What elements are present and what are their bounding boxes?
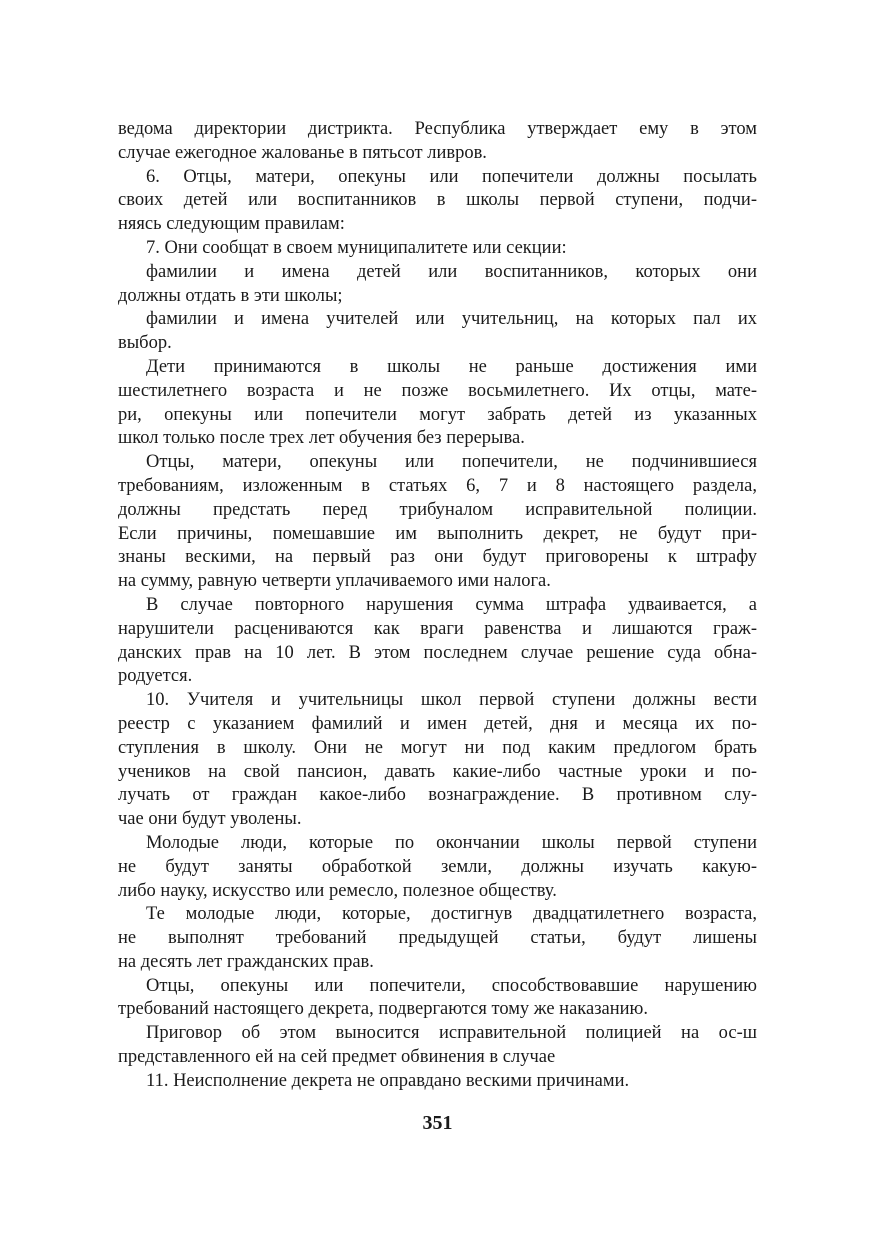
text-line: учеников на свой пансион, давать какие-либо частные уроки и по- bbox=[118, 761, 757, 782]
text-line: няясь следующим правилам: bbox=[118, 214, 345, 235]
text-line: Отцы, матери, опекуны или попечители, не подчинившиеся bbox=[146, 452, 757, 473]
text-line: Молодые люди, которые по окончании школы первой ступени bbox=[146, 832, 757, 853]
text-line: случае ежегодное жалованье в пятьсот ливров. bbox=[118, 142, 487, 163]
text-line: ступления в школу. Они не могут ни под каким предлогом брать bbox=[118, 737, 757, 758]
text-line: 11. Неисполнение декрета не оправдано вескими причинами. bbox=[146, 1070, 630, 1091]
text-line: данских прав на 10 лет. В этом последнем случае решение суда обна- bbox=[118, 642, 757, 663]
text-line: должны отдать в эти школы; bbox=[118, 285, 343, 306]
text-line: фамилии и имена учителей или учительниц, на которых пал их bbox=[146, 309, 757, 330]
page-number: 351 bbox=[422, 1112, 453, 1134]
text-line: требованиям, изложенным в статьях 6, 7 и 8 настоящего раздела, bbox=[118, 475, 757, 496]
text-line: лучать от граждан какое-либо вознаграждение. В противном слу- bbox=[118, 785, 757, 806]
text-line: шестилетнего возраста и не позже восьмилетнего. Их отцы, мате- bbox=[118, 380, 757, 401]
text-line: Те молодые люди, которые, достигнув двадцатилетнего возраста, bbox=[146, 904, 757, 925]
page-body bbox=[118, 118, 757, 1094]
text-line: Дети принимаются в школы не раньше достижения ими bbox=[146, 356, 757, 377]
text-line: нарушители расцениваются как враги равенства и лишаются граж- bbox=[118, 618, 757, 639]
text-line: чае они будут уволены. bbox=[118, 809, 302, 830]
text-line: В случае повторного нарушения сумма штрафа удваивается, а bbox=[146, 594, 757, 615]
text-line: Если причины, помешавшие им выполнить декрет, не будут при- bbox=[118, 523, 757, 544]
text-line: Отцы, опекуны или попечители, способствовавшие нарушению bbox=[146, 975, 757, 996]
text-line: требований настоящего декрета, подвергаются тому же наказанию. bbox=[118, 999, 648, 1020]
text-line: знаны вескими, на первый раз они будут приговорены к штрафу bbox=[118, 547, 757, 568]
text-line: не будут заняты обработкой земли, должны изучать какую- bbox=[118, 856, 757, 877]
text-line: родуется. bbox=[118, 666, 193, 687]
text-line: 7. Они сообщат в своем муниципалитете или секции: bbox=[146, 237, 567, 258]
text-line: школ только после трех лет обучения без перерыва. bbox=[118, 428, 525, 449]
text-line: своих детей или воспитанников в школы первой ступени, подчи- bbox=[118, 190, 757, 211]
text-line: представленного ей на сей предмет обвинения в случае bbox=[118, 1047, 556, 1068]
text-line: не выполнят требований предыдущей статьи, будут лишены bbox=[118, 928, 757, 949]
text-line: 6. Отцы, матери, опекуны или попечители должны посылать bbox=[146, 166, 757, 187]
text-line: ри, опекуны или попечители могут забрать детей из указанных bbox=[118, 404, 757, 425]
text-line: либо науку, искусство или ремесло, полезное обществу. bbox=[118, 880, 557, 901]
text-line: реестр с указанием фамилий и имен детей, дня и месяца их по- bbox=[118, 713, 757, 734]
text-line: выбор. bbox=[118, 333, 172, 354]
text-line: должны предстать перед трибуналом исправительной полиции. bbox=[118, 499, 757, 520]
text-line: фамилии и имена детей или воспитанников, которых они bbox=[146, 261, 757, 282]
text-line: 10. Учителя и учительницы школ первой ступени должны вести bbox=[146, 690, 757, 711]
text-line: Приговор об этом выносится исправительной полицией на ос-ш bbox=[146, 1023, 757, 1044]
text-line: на сумму, равную четверти уплачиваемого ими налога. bbox=[118, 571, 551, 592]
text-line: на десять лет гражданских прав. bbox=[118, 951, 374, 972]
text-line: ведома директории дистрикта. Республика утверждает ему в этом bbox=[118, 119, 757, 139]
